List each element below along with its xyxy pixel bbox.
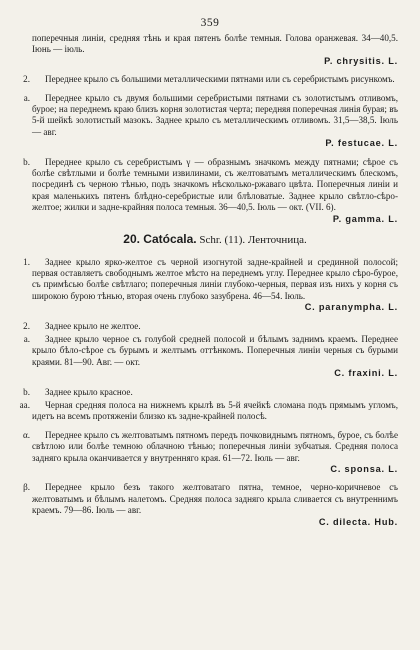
entry-marker: α. [22, 429, 30, 440]
entry-marker: b. [23, 386, 30, 397]
entry-marker: b. [23, 156, 30, 167]
key-entry [23, 482, 398, 528]
entry-text: Переднее крыло съ желтоватымъ пятномъ передъ почковиднымъ пятномъ, бурое, съ болѣе свѣтлою или болѣе темною облачною тѣнью; поперечныя линіи зубчатыя. Средняя полоса задняго крыла оканчивается у внутренняго края. 61—72. Іюль — авг. [32, 429, 398, 463]
entry-text: Переднее крыло безъ такого желтоватаго пятна, темное, черно-коричневое съ желтоватымъ и бѣлымъ налетомъ. Средняя полоса задняго крыла сливается съ внутреннимъ краемъ. 79—86. Іюль — авг. [32, 482, 398, 516]
key-entry [23, 156, 398, 225]
genus-heading [32, 234, 398, 246]
species-name: P. gamma. L. [332, 213, 398, 224]
key-entry [22, 429, 398, 476]
entry-text: Переднее крыло съ большими металлическими пятнами или съ серебристымъ рисункомъ. [45, 74, 395, 85]
entry-marker: 2. [23, 74, 30, 85]
entry-text: Заднее крыло ярко-желтое съ черной изогнутой задне-крайней и срединной полосой; первая оставляетъ свободнымъ желтое мѣсто на переднемъ углу. Переднее крыло сѣро-бурое, съ примѣсью болѣе свѣтлаго; поперечныя линіи глубоко-черныя, первая изъ нихъ у корня съ широкою бурою тѣнью, вторая очень глубоко зазубрена. 46—54. Іюль. [32, 256, 398, 301]
key-entry [23, 333, 398, 380]
page-number: 359 [200, 17, 220, 29]
entry-text: Черная средняя полоса на нижнемъ крылѣ въ 5-й ячейкѣ сломана подъ прямымъ угломъ, идетъ на всемъ протяженіи близко къ задне-крайней полосѣ. [32, 399, 398, 422]
entry-marker: a. [23, 92, 30, 103]
species-name: P. chrysitis. L. [324, 55, 398, 66]
species-name: C. paranympha. L. [304, 302, 398, 313]
entry-marker: a. [23, 333, 30, 344]
species-name: C. fraxini. L. [334, 368, 398, 379]
entry-marker: 2. [23, 320, 30, 331]
entry-marker: aa. [19, 399, 30, 410]
key-entry [23, 92, 398, 150]
key-entry [23, 74, 398, 85]
species-name: C. dilecta. Hub. [318, 516, 398, 527]
entry-text: Заднее крыло красное. [45, 386, 133, 397]
paragraph-text: поперечныя линіи, средняя тѣнь и края пятенъ болѣе темныя. Голова оранжевая. 34—40,5. Іюнь — іюль. [32, 33, 398, 55]
entry-text: Заднее крыло не желтое. [45, 320, 141, 331]
page-body [19, 33, 398, 528]
entry-text: Переднее крыло съ серебристымъ γ — образнымъ значкомъ между пятнами; сѣрое съ болѣе свѣтлыми и болѣе темными извилинами, съ желтоватымъ металлическимъ блескомъ, посрединѣ съ черною тѣнью, подъ значкомъ нѣсколько-ржаваго цвѣта. Поперечныя линіи и края маленькихъ пятенъ блѣдно-серебристые или блѣловатые. Заднее крыло свѣтло-сѣро-желтое; жилки и задне-крайняя полоса темныя. 36—40,5. Іюль — окт. (VII. 6). [32, 156, 398, 213]
key-entry [23, 256, 398, 314]
key-entry [23, 320, 398, 332]
entry-text: Переднее крыло съ двумя большими серебристыми пятнами съ золотистымъ отливомъ, бурое; на переднемъ краю близъ корня золотистая черта; передняя поперечная линія бурая; въ 5-й шейкѣ золотистый мазокъ. Заднее крыло съ металлическимъ отливомъ. 31,5—38,5. Іюль — авг. [32, 92, 398, 137]
key-entry [23, 386, 398, 398]
key-entries [19, 256, 398, 529]
genus-name: 20. Catócala. [123, 232, 197, 247]
species-name: P. festucae. L. [325, 138, 398, 149]
genus-author: Schr. (11). Ленточница. [199, 234, 307, 247]
continued-paragraph [32, 33, 398, 67]
entry-marker: β. [23, 482, 30, 493]
key-entry [19, 399, 398, 423]
species-name: C. sponsa. L. [330, 464, 398, 474]
entry-text: Заднее крыло черное съ голубой средней полосой и бѣлымъ заднимъ краемъ. Переднее крыло бѣло-сѣрое съ бурымъ и желтымъ оттѣнкомъ. Поперечныя линіи черныя съ бурыми краями. 81—90. Авг. — окт. [32, 333, 398, 367]
entry-marker: 1. [23, 256, 30, 267]
